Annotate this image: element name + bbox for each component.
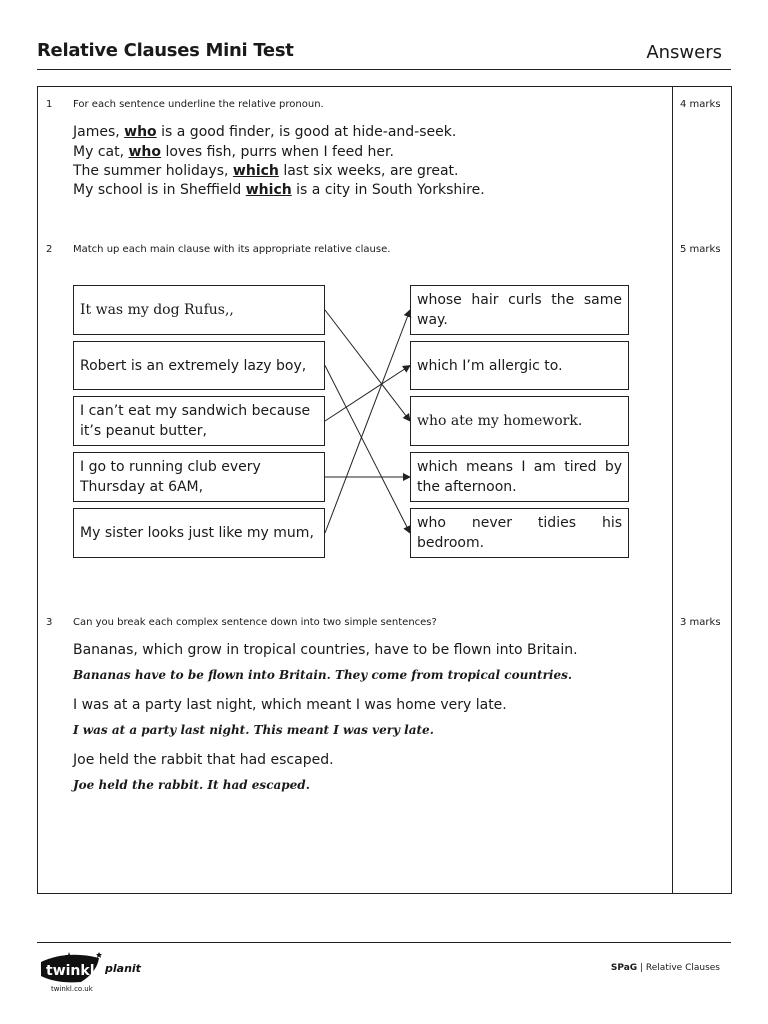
sentence-text: loves fish, purrs when I feed her. bbox=[161, 144, 394, 160]
footer-divider bbox=[37, 942, 731, 943]
relative-pronoun: who bbox=[124, 124, 157, 140]
svg-text:twinkl: twinkl bbox=[46, 963, 95, 979]
q1-prompt: For each sentence underline the relative pronoun. bbox=[73, 99, 324, 110]
q1-marks: 4 marks bbox=[680, 99, 721, 110]
complex-sentence: Joe held the rabbit that had escaped. bbox=[73, 752, 334, 768]
footer-label bbox=[611, 963, 720, 973]
relative-pronoun: which bbox=[232, 163, 279, 179]
match-line bbox=[325, 310, 410, 421]
answer-sentences: Bananas have to be flown into Britain. They come from tropical countries. bbox=[73, 668, 573, 682]
main-clause-text: It was my dog Rufus,, bbox=[80, 302, 234, 318]
main-clause-text: Robert is an extremely lazy boy, bbox=[80, 357, 307, 374]
sentence-text: The summer holidays, bbox=[73, 163, 233, 179]
match-line bbox=[325, 366, 410, 422]
sentence-text: is a good finder, is good at hide-and-seek. bbox=[156, 124, 457, 140]
q3-number: 3 bbox=[46, 617, 53, 628]
complex-sentence: I was at a party last night, which meant I was home very late. bbox=[73, 697, 507, 713]
q3-marks: 3 marks bbox=[680, 617, 721, 628]
q2-number: 2 bbox=[46, 244, 53, 255]
relative-clause-text: who never tidies his bedroom. bbox=[417, 515, 622, 551]
sentence-text: James, bbox=[73, 124, 125, 140]
svg-text:planit: planit bbox=[105, 962, 141, 975]
footer-separator: | bbox=[637, 963, 646, 973]
relative-clause-text: who ate my homework. bbox=[417, 413, 583, 429]
relative-clause-text: which I’m allergic to. bbox=[417, 357, 563, 374]
main-clause-text: My sister looks just like my mum, bbox=[80, 525, 314, 541]
twinkl-logo bbox=[37, 948, 157, 994]
answer-sentences: I was at a party last night. This meant I was very late. bbox=[73, 723, 434, 737]
main-clause-text: I go to running club every Thursday at 6AM, bbox=[80, 459, 261, 495]
relative-pronoun: who bbox=[128, 144, 162, 160]
q1-number: 1 bbox=[46, 99, 53, 110]
q3-prompt: Can you break each complex sentence down into two simple sentences? bbox=[73, 617, 437, 628]
complex-sentence: Bananas, which grow in tropical countries, have to be flown into Britain. bbox=[73, 642, 578, 658]
relative-clause-text: which means I am tired by the afternoon. bbox=[417, 459, 622, 495]
twinkl-logo-icon bbox=[37, 948, 157, 994]
sentence-text: My school is in Sheffield bbox=[73, 182, 246, 198]
sentence-text: My cat, bbox=[73, 144, 129, 160]
match-line bbox=[325, 366, 410, 534]
page-title: Relative Clauses Mini Test bbox=[37, 40, 294, 61]
relative-pronoun: which bbox=[245, 182, 292, 198]
sentence-text: is a city in South Yorkshire. bbox=[291, 182, 485, 198]
footer-topic: Relative Clauses bbox=[645, 963, 720, 973]
answers-label: Answers bbox=[646, 42, 722, 63]
sentence-text: last six weeks, are great. bbox=[278, 163, 459, 179]
relative-clause-text: whose hair curls the same way. bbox=[417, 292, 622, 328]
q2-prompt: Match up each main clause with its appropriate relative clause. bbox=[73, 244, 391, 255]
main-clause-text: I can’t eat my sandwich because it’s peanut butter, bbox=[80, 403, 311, 439]
footer-subject: SPaG bbox=[610, 963, 638, 973]
match-line bbox=[325, 310, 410, 533]
q2-marks: 5 marks bbox=[680, 244, 721, 255]
answer-sentences: Joe held the rabbit. It had escaped. bbox=[73, 778, 310, 792]
svg-text:twinkl.co.uk: twinkl.co.uk bbox=[51, 985, 93, 993]
